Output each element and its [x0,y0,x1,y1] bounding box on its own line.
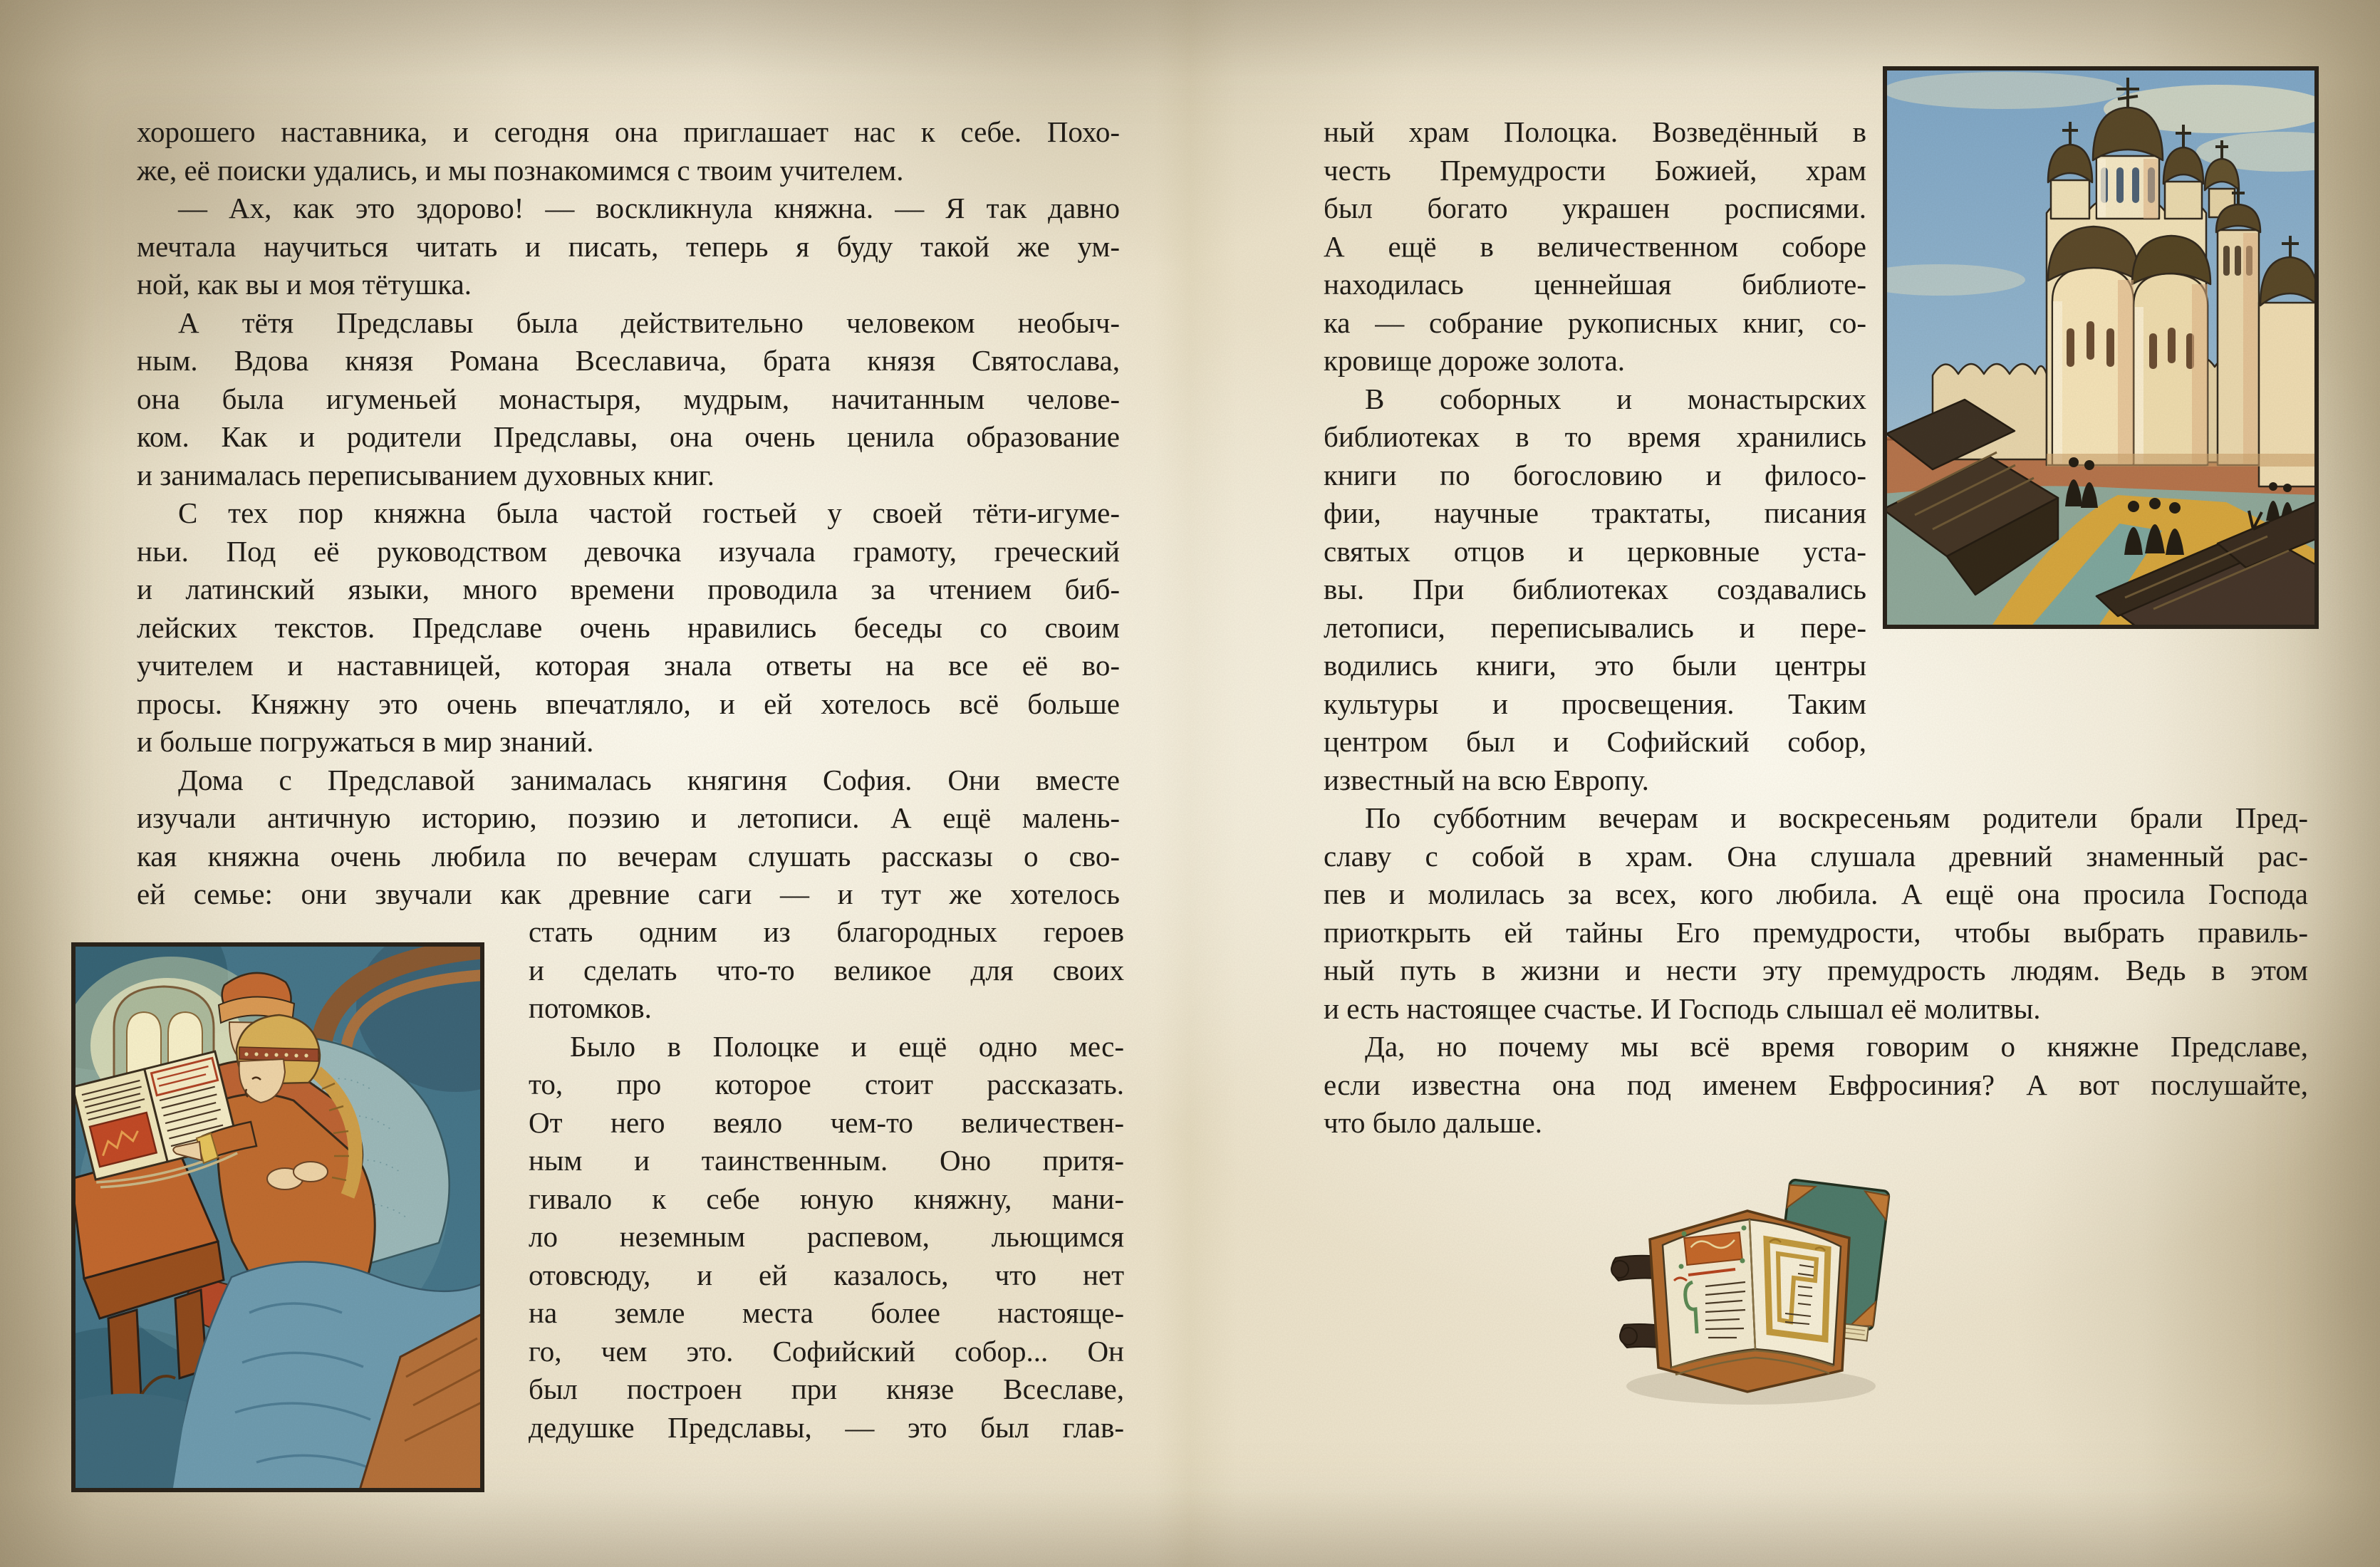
left-page-main-text [137,113,1120,914]
manuscript-books-illustration [1601,1174,1901,1430]
text-line: стать одним из благородных героев [529,915,1124,948]
text-line: центром был и Софийский собор, [1324,725,1866,758]
text-line: культуры и просвещения. Таким [1324,687,1866,720]
text-line: она была игуменьей монастыря, мудрым, начитанным челове- [137,382,1120,415]
text-line: потомков. [529,991,652,1024]
text-line: и больше погружаться в мир знаний. [137,725,594,758]
text-line: честь Премудрости Божией, храм [1324,153,1866,187]
text-line: По субботним вечерам и воскресеньям родители брали Пред- [1365,801,2308,834]
text-line: ный путь в жизни и нести эту премудрость людям. Ведь в этом [1324,954,2308,986]
text-line: святых отцов и церковные уста- [1324,534,1866,568]
text-line: кая княжна очень любила по вечерам слушать рассказы о сво- [137,839,1120,873]
text-line: и есть настоящее счастье. И Господь слышал её молитвы. [1324,991,2041,1025]
text-line: ной, как вы и моя тётушка. [137,268,472,301]
text-line: — Ах, как это здорово! — воскликнула княжна. — Я так давно [178,192,1120,224]
text-line: книги по богословию и филосо- [1324,458,1866,491]
manuscript-books-art [1601,1174,1901,1430]
text-line: дедушке Предславы, — это был глав- [529,1410,1124,1444]
floor-shadow [71,1394,187,1493]
text-line: ка — собрание рукописных книг, со- [1324,306,1866,339]
text-line: пев и молилась за всех, кого любила. А ещё она просила Господа [1324,878,2308,910]
text-line: был построен при князе Всеславе, [529,1373,1124,1405]
reading-lesson-art [71,942,484,1492]
text-line: мечтала научиться читать и писать, теперь я буду такой же ум- [137,229,1120,263]
text-line: ным и таинственным. Оно притя- [529,1144,1124,1177]
text-line: и сделать что-то великое для своих [529,953,1124,986]
text-line: ло неземным распевом, льющимся [529,1220,1124,1253]
text-line: славу с собой в храм. Она слушала древний знаменный рас- [1324,839,2308,873]
text-line: же, её поиски удались, и мы познакомимся с твоим учителем. [137,153,904,187]
text-line: просы. Княжну это очень впечатляло, и ей хотелось всё больше [137,687,1120,720]
text-line: хорошего наставника, и сегодня она приглашает нас к себе. Похо- [137,115,1120,148]
text-line: ным. Вдова князя Романа Всеславича, брата князя Святослава, [137,344,1120,377]
open-book [1650,1211,1849,1392]
text-line: С тех пор княжна была частой гостьей у своей тёти-игуме- [178,496,1120,529]
text-line: на земле места более настояще- [529,1296,1124,1329]
sophia-cathedral-illustration [1883,66,2319,629]
text-line: Было в Полоцке и ещё одно мес- [570,1029,1124,1063]
text-line: От него веяло чем-то величествен- [529,1105,1124,1139]
text-line: если известна она под именем Евфросиния? А вот послушайте, [1324,1068,2308,1101]
left-page-column-text [529,913,1124,1447]
text-line: приоткрыть ей тайны Его премудрости, чтобы выбрать правиль- [1324,915,2308,949]
text-line: отовсюду, и ей казалось, что нет [529,1258,1124,1291]
text-line: Да, но почему мы всё время говорим о княжне Предславе, [1365,1030,2308,1063]
text-line: учителем и наставницей, которая знала ответы на все её во- [137,649,1120,682]
text-line: находилась ценнейшая библиоте- [1324,268,1866,301]
text-line: Дома с Предславой занималась княгиня София. Они вместе [178,763,1120,796]
text-line: ньи. Под её руководством девочка изучала грамоту, греческий [137,534,1120,568]
text-line: кровище дороже золота. [1324,344,1626,377]
right-page-column-text [1324,113,1866,799]
text-line: что было дальше. [1324,1106,1542,1139]
text-line: изучали античную историю, поэзию и летописи. А ещё малень- [137,801,1120,834]
text-line: и латинский языки, много времени проводила за чтением биб- [137,573,1120,605]
text-line: ей семье: они звучали как древние саги — и тут же хотелось [137,878,1120,910]
text-line: лейских текстов. Предславе очень нравились беседы со своим [137,610,1120,644]
cathedral-art [1883,66,2319,629]
text-line: В соборных и монастырских [1365,382,1866,415]
text-line: ный храм Полоцка. Возведённый в [1324,115,1866,148]
text-line: го, чем это. Софийский собор... Он [529,1334,1124,1368]
text-line: фии, научные трактаты, писания [1324,496,1866,529]
text-line: библиотеках в то время хранились [1324,420,1866,453]
text-line: водились книги, это были центры [1324,649,1866,682]
text-line: гивало к себе юную княжну, мани- [529,1182,1124,1215]
text-line: А ещё в величественном соборе [1324,229,1866,263]
text-line: летописи, переписывались и пере- [1324,610,1866,644]
text-line: известный на всю Европу. [1324,763,1649,796]
text-line: и занималась переписыванием духовных книг. [137,458,714,491]
text-line: то, про которое стоит рассказать. [529,1068,1124,1100]
text-line: ком. Как и родители Предславы, она очень ценила образование [137,420,1120,453]
text-line: А тётя Предславы была действительно человеком необыч- [178,306,1120,339]
right-page-main-text [1324,799,2308,1142]
text-line: был богато украшен росписями. [1324,192,1866,224]
reading-lesson-illustration [71,942,484,1492]
text-line: вы. При библиотеках создавались [1324,573,1866,605]
